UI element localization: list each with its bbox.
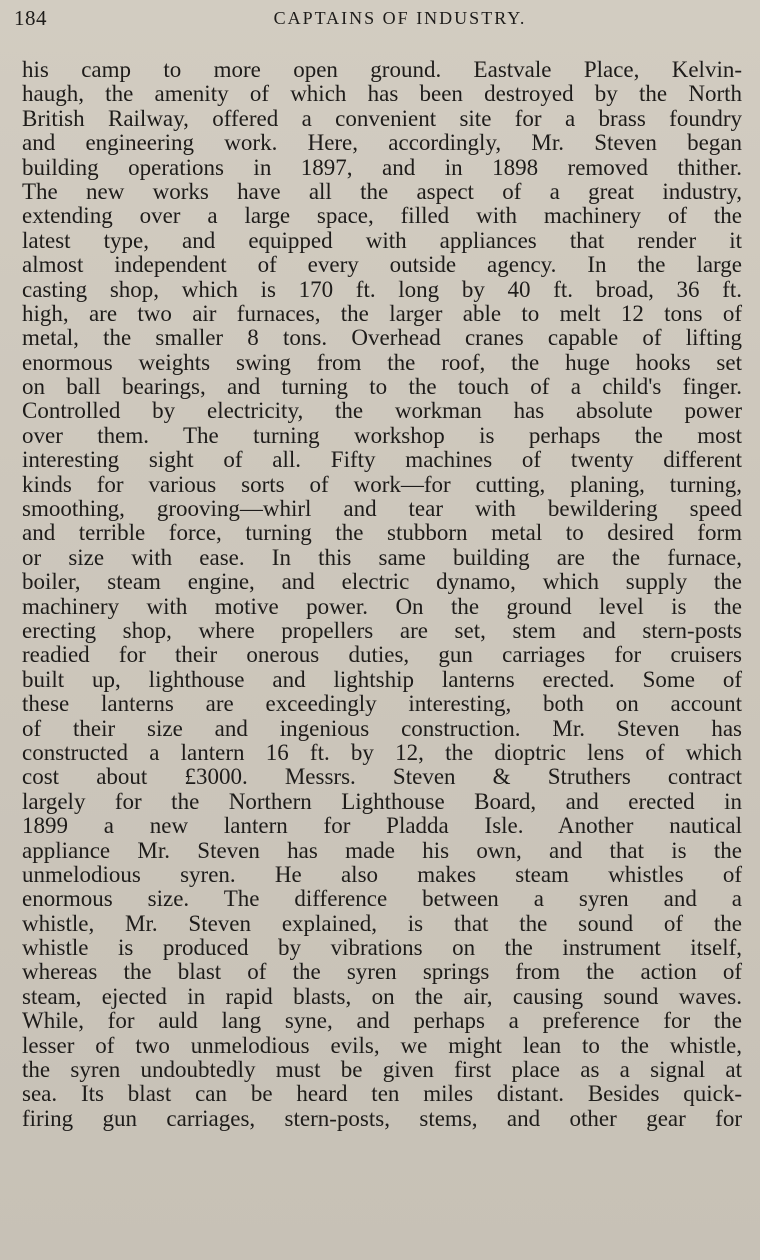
text-line: or size with ease. In this same building are the furnace, xyxy=(22,544,742,570)
text-line: on ball bearings, and turning to the touch of a child's finger. xyxy=(22,374,742,400)
text-line: largely for the Northern Lighthouse Board, and erected in xyxy=(22,788,742,814)
text-line: While, for auld lang syne, and perhaps a preference for the xyxy=(22,1008,742,1034)
text-line: machinery with motive power. On the ground level is the xyxy=(22,593,742,619)
text-line: readied for their onerous duties, gun carriages for cruisers xyxy=(22,642,742,668)
text-line: sea. Its blast can be heard ten miles distant. Besides quick- xyxy=(22,1081,742,1107)
text-line: high, are two air furnaces, the larger able to melt 12 tons of xyxy=(22,300,742,326)
text-line: steam, ejected in rapid blasts, on the air, causing sound waves. xyxy=(22,983,742,1009)
text-line: smoothing, grooving—whirl and tear with bewildering speed xyxy=(22,496,742,522)
text-line: unmelodious syren. He also makes steam whistles of xyxy=(22,861,742,887)
text-line: whistle, Mr. Steven explained, is that the sound of the xyxy=(22,910,742,936)
page-header xyxy=(14,4,746,32)
text-line: British Railway, offered a convenient site for a brass foundry xyxy=(22,105,742,131)
text-line: the syren undoubtedly must be given first place as a signal at xyxy=(22,1057,742,1083)
text-line: built up, lighthouse and lightship lanterns erected. Some of xyxy=(22,666,742,692)
text-line: interesting sight of all. Fifty machines of twenty different xyxy=(22,447,742,473)
text-line: and engineering work. Here, accordingly, Mr. Steven began xyxy=(22,130,742,156)
text-line: almost independent of every outside agency. In the large xyxy=(22,252,742,278)
text-line: boiler, steam engine, and electric dynamo, which supply the xyxy=(22,569,742,595)
text-line: The new works have all the aspect of a great industry, xyxy=(22,178,742,204)
text-line: his camp to more open ground. Eastvale Place, Kelvin- xyxy=(22,57,742,82)
text-line: over them. The turning workshop is perhaps the most xyxy=(22,422,742,448)
text-line: metal, the smaller 8 tons. Overhead cranes capable of lifting xyxy=(22,325,742,351)
text-line: these lanterns are exceedingly interesting, both on account xyxy=(22,691,742,717)
text-line: building operations in 1897, and in 1898 removed thither. xyxy=(22,154,742,180)
body-text xyxy=(22,58,742,1131)
text-line: erecting shop, where propellers are set, stem and stern-posts xyxy=(22,617,742,643)
text-line: kinds for various sorts of work—for cutting, planing, turning, xyxy=(22,471,742,497)
text-line: and terrible force, turning the stubborn metal to desired form xyxy=(22,520,742,546)
text-line: enormous size. The difference between a syren and a xyxy=(22,886,742,912)
text-line: Controlled by electricity, the workman has absolute power xyxy=(22,398,742,424)
text-line: latest type, and equipped with appliances that render it xyxy=(22,227,742,253)
text-line: firing gun carriages, stern-posts, stems, and other gear for xyxy=(22,1105,742,1131)
text-line: haugh, the amenity of which has been destroyed by the North xyxy=(22,81,742,107)
text-line: cost about £3000. Messrs. Steven & Struthers contract xyxy=(22,764,742,790)
text-line: extending over a large space, filled with machinery of the xyxy=(22,203,742,229)
text-line: whistle is produced by vibrations on the instrument itself, xyxy=(22,935,742,961)
text-line: of their size and ingenious construction. Mr. Steven has xyxy=(22,715,742,741)
running-head: CAPTAINS OF INDUSTRY. xyxy=(273,8,527,28)
text-line: lesser of two unmelodious evils, we might lean to the whistle, xyxy=(22,1032,742,1058)
text-line: appliance Mr. Steven has made his own, and that is the xyxy=(22,837,742,863)
text-line: enormous weights swing from the roof, the huge hooks set xyxy=(22,349,742,375)
text-line: constructed a lantern 16 ft. by 12, the dioptric lens of which xyxy=(22,739,742,765)
text-line: 1899 a new lantern for Pladda Isle. Another nautical xyxy=(22,813,742,839)
page-number: 184 xyxy=(14,6,47,30)
text-line: whereas the blast of the syren springs from the action of xyxy=(22,959,742,985)
text-line: casting shop, which is 170 ft. long by 40 ft. broad, 36 ft. xyxy=(22,276,742,302)
